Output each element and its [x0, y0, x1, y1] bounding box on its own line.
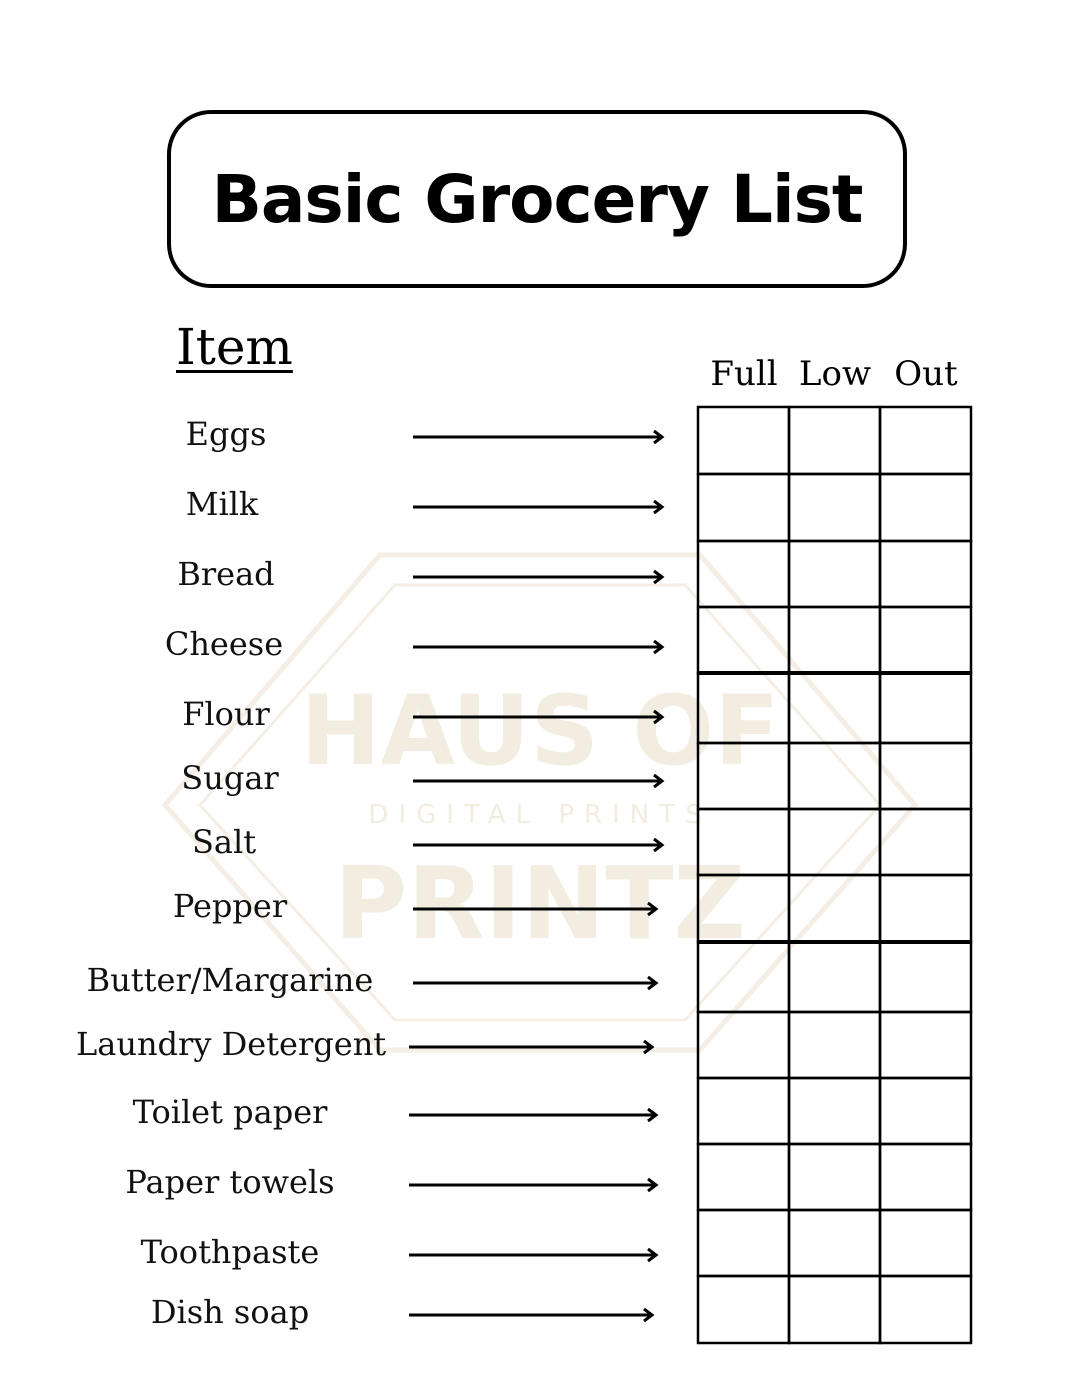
- checkbox-full[interactable]: [698, 1012, 789, 1078]
- checkbox-low[interactable]: [789, 809, 880, 875]
- checkbox-out[interactable]: [880, 809, 971, 875]
- checkbox-out[interactable]: [880, 474, 971, 541]
- watermark-line-3: PRINTZ: [334, 845, 746, 962]
- checkbox-low[interactable]: [789, 942, 880, 1012]
- column-heading-full: Full: [710, 354, 778, 394]
- item-label: Dish soap: [150, 1293, 310, 1331]
- item-label: Toilet paper: [132, 1093, 328, 1131]
- checkbox-low[interactable]: [789, 1210, 880, 1276]
- checkbox-full[interactable]: [698, 743, 789, 809]
- item-label: Laundry Detergent: [76, 1025, 387, 1063]
- checkbox-low[interactable]: [789, 474, 880, 541]
- checkbox-low[interactable]: [789, 673, 880, 743]
- checkbox-out[interactable]: [880, 743, 971, 809]
- column-heading-low: Low: [798, 354, 872, 394]
- item-column-heading: Item: [176, 318, 293, 376]
- checkbox-full[interactable]: [698, 809, 789, 875]
- checkbox-low[interactable]: [789, 1078, 880, 1144]
- item-label: Sugar: [181, 759, 279, 797]
- checkbox-full[interactable]: [698, 1144, 789, 1210]
- checkbox-low[interactable]: [789, 743, 880, 809]
- checkbox-out[interactable]: [880, 1012, 971, 1078]
- column-heading-out: Out: [894, 354, 958, 394]
- item-label: Milk: [185, 485, 259, 523]
- checkbox-out[interactable]: [880, 942, 971, 1012]
- checkbox-low[interactable]: [789, 407, 880, 474]
- page-title: Basic Grocery List: [211, 160, 863, 238]
- checkbox-full[interactable]: [698, 607, 789, 673]
- checkbox-out[interactable]: [880, 407, 971, 474]
- checkbox-out[interactable]: [880, 1144, 971, 1210]
- checkbox-out[interactable]: [880, 1210, 971, 1276]
- checkbox-out[interactable]: [880, 1276, 971, 1343]
- checkbox-out[interactable]: [880, 875, 971, 942]
- checkbox-out[interactable]: [880, 673, 971, 743]
- checkbox-low[interactable]: [789, 1276, 880, 1343]
- checkbox-full[interactable]: [698, 474, 789, 541]
- checkbox-low[interactable]: [789, 875, 880, 942]
- item-label: Eggs: [185, 415, 267, 453]
- checkbox-low[interactable]: [789, 1012, 880, 1078]
- watermark-line-2: DIGITAL PRINTS: [368, 800, 712, 830]
- checkbox-full[interactable]: [698, 1276, 789, 1343]
- item-label: Flour: [182, 695, 270, 733]
- checkbox-low[interactable]: [789, 607, 880, 673]
- checkbox-full[interactable]: [698, 1078, 789, 1144]
- item-label: Salt: [191, 823, 257, 861]
- checkbox-low[interactable]: [789, 541, 880, 607]
- checkbox-full[interactable]: [698, 1210, 789, 1276]
- checkbox-out[interactable]: [880, 607, 971, 673]
- checkbox-out[interactable]: [880, 1078, 971, 1144]
- checkbox-full[interactable]: [698, 942, 789, 1012]
- item-label: Toothpaste: [140, 1233, 320, 1271]
- checkbox-low[interactable]: [789, 1144, 880, 1210]
- item-label: Butter/Margarine: [86, 961, 374, 999]
- checkbox-full[interactable]: [698, 541, 789, 607]
- item-label: Paper towels: [125, 1163, 335, 1201]
- checkbox-full[interactable]: [698, 875, 789, 942]
- checkbox-out[interactable]: [880, 541, 971, 607]
- item-label: Cheese: [164, 625, 284, 663]
- checkbox-full[interactable]: [698, 673, 789, 743]
- checkbox-full[interactable]: [698, 407, 789, 474]
- item-label: Bread: [177, 555, 275, 593]
- item-label: Pepper: [172, 887, 288, 925]
- watermark-line-1: HAUS OF: [300, 675, 780, 787]
